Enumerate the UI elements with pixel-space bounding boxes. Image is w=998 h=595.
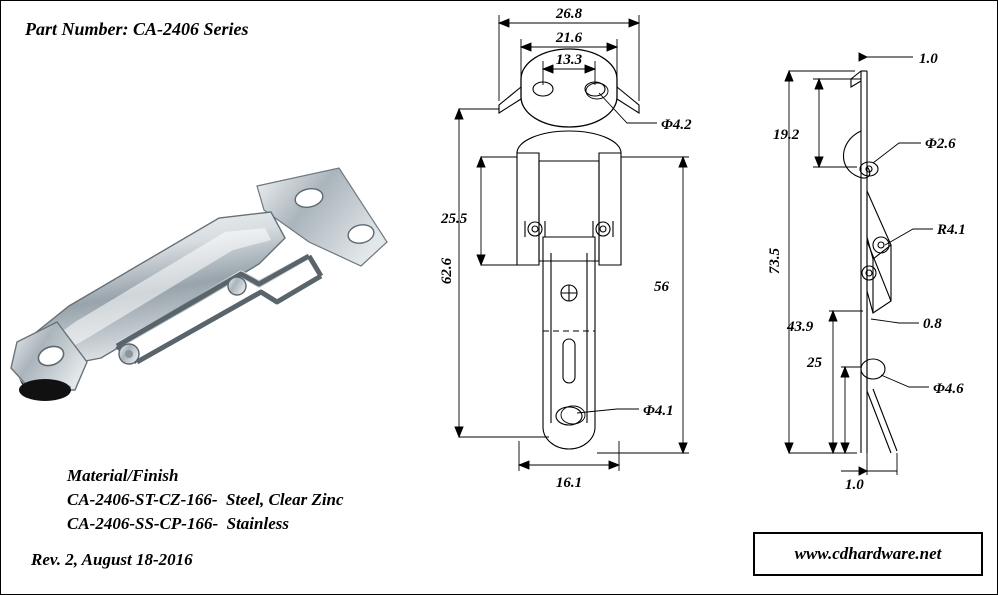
dim-hook-height: 19.2	[773, 127, 800, 143]
photo-keeper-plate	[257, 168, 387, 266]
revision-label: Rev. 2, August 18-2016	[31, 550, 193, 569]
dim-upper-length: 25.5	[441, 211, 468, 227]
material-option-steel: CA-2406-ST-CZ-166- Steel, Clear Zinc	[67, 490, 344, 509]
dim-base-height: 25	[807, 355, 822, 371]
dim-bottom-hole-dia: Φ4.1	[643, 403, 674, 419]
dim-pin-dia: Φ2.6	[925, 136, 956, 152]
material-finish-heading: Material/Finish	[67, 466, 179, 485]
dim-top-hole-dia: Φ4.2	[661, 117, 692, 133]
dim-overall-width: 26.8	[555, 6, 583, 22]
dim-latch-length: 56	[654, 279, 669, 295]
side-view	[843, 71, 897, 453]
front-view	[499, 49, 639, 449]
website-box[interactable]	[753, 532, 983, 576]
website-label: www.cdhardware.net	[794, 544, 942, 563]
drawing-svg	[421, 1, 998, 501]
dim-bottom-width: 16.1	[555, 475, 583, 491]
dim-top-thickness: 1.0	[919, 51, 938, 67]
dim-radius: R4.1	[937, 222, 966, 238]
dim-lower-height: 43.9	[787, 319, 814, 335]
dim-hole-spacing-inner: 13.3	[555, 52, 583, 68]
dim-overall-height: 73.5	[767, 247, 783, 275]
side-view-dimensions	[785, 53, 933, 475]
dim-hole-spacing-outer: 21.6	[555, 30, 583, 46]
dim-total-length: 62.6	[439, 257, 455, 285]
page-title: Part Number: CA-2406 Series	[25, 19, 249, 39]
material-option-stainless: CA-2406-SS-CP-166- Stainless	[67, 514, 289, 533]
dim-bottom-thickness: 1.0	[845, 477, 864, 493]
dim-base-hole-dia: Φ4.6	[933, 381, 964, 397]
dim-plate-thickness: 0.8	[923, 316, 942, 332]
engineering-drawings	[421, 1, 998, 501]
product-photo-image	[9, 146, 409, 416]
product-photo	[9, 146, 409, 416]
